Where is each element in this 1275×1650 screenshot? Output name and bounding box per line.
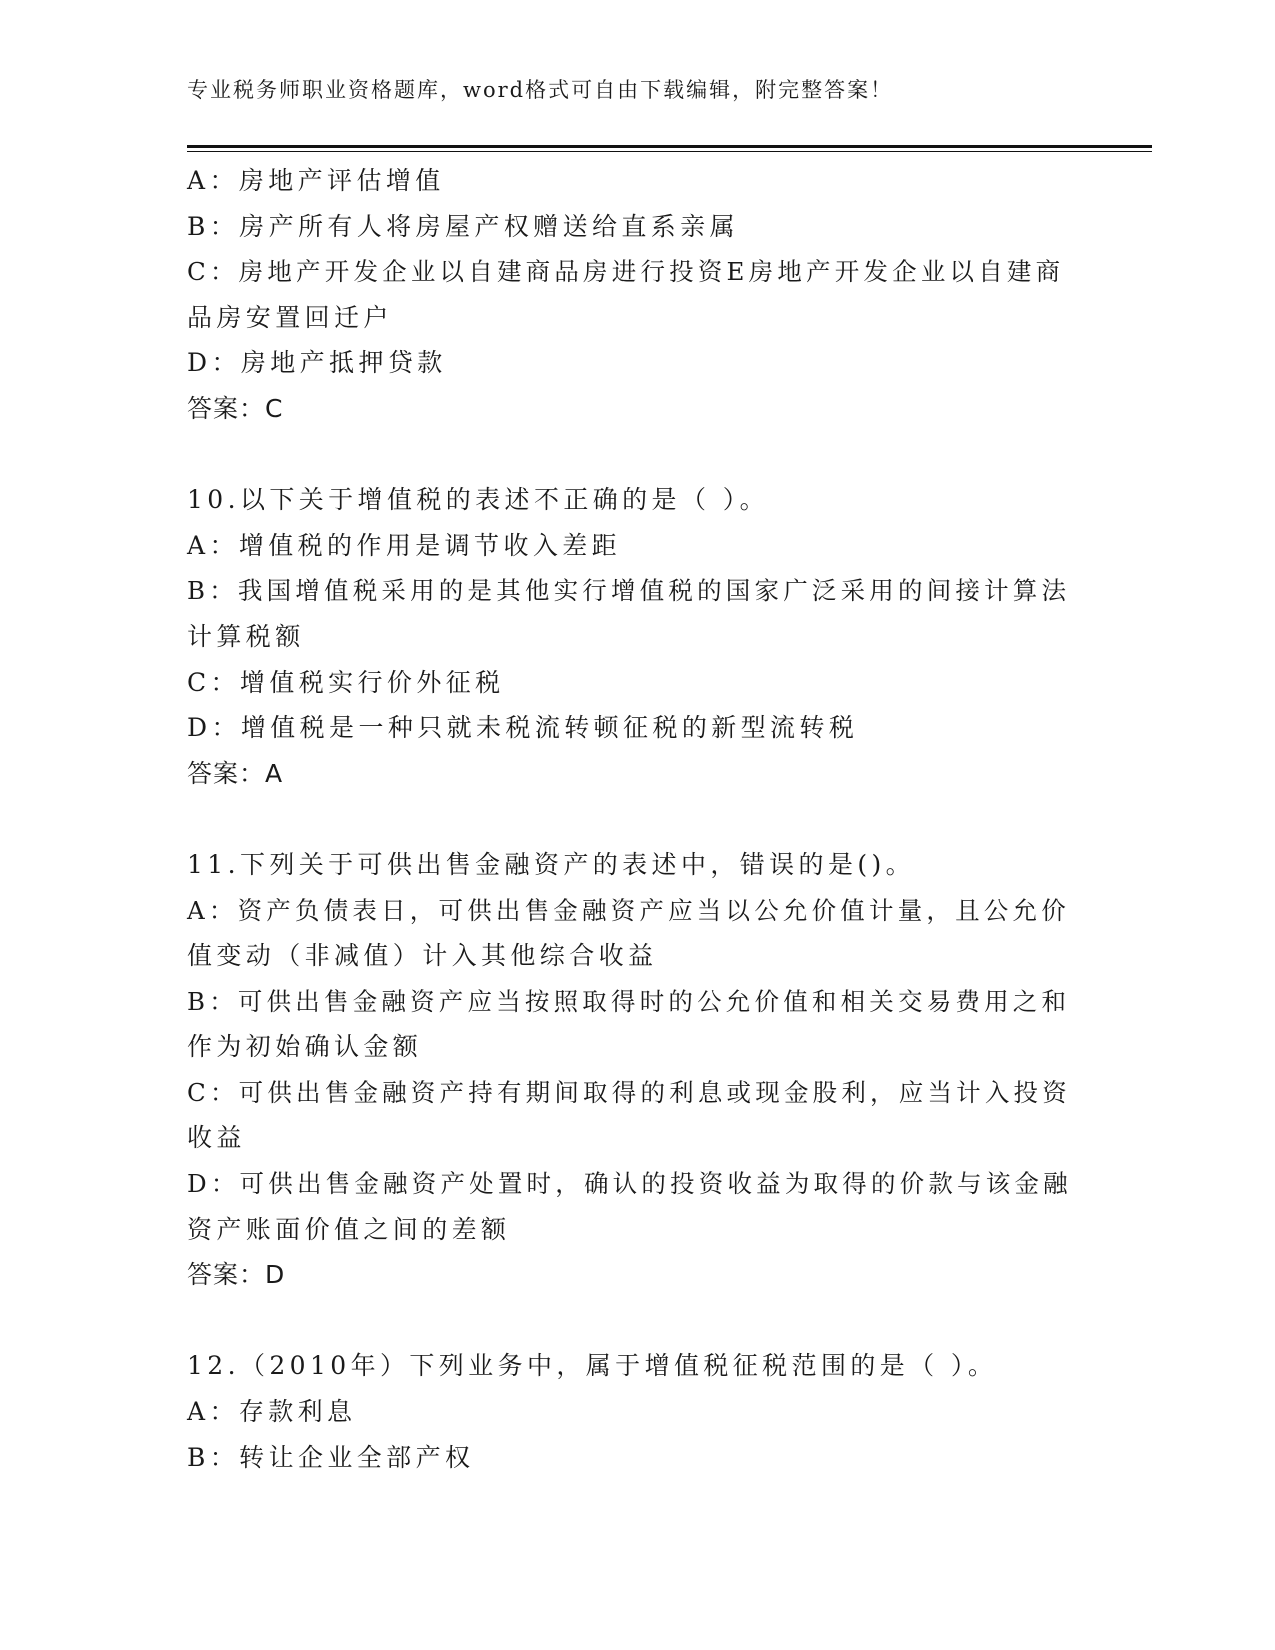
spacer <box>187 432 1077 478</box>
question-block-10 <box>187 477 1077 796</box>
option-c: C：可供出售金融资产持有期间取得的利息或现金股利，应当计入投资 <box>187 1077 1071 1107</box>
option-b: B：转让企业全部产权 <box>187 1442 475 1472</box>
option-a: A：房地产评估增值 <box>187 166 445 195</box>
question-stem: 12.（2010年）下列业务中，属于增值税征税范围的是（ ）。 <box>187 1351 998 1381</box>
answer: 答案：D <box>187 1260 286 1290</box>
option-c-continued: 收益 <box>187 1123 246 1153</box>
header-rule-thin <box>187 151 1152 152</box>
question-content <box>187 158 1077 1480</box>
option-c: C：增值税实行价外征税 <box>187 667 505 697</box>
option-b: B：可供出售金融资产应当按照取得时的公允价值和相关交易费用之和 <box>187 986 1071 1016</box>
option-c-continued: 品房安置回迁户 <box>187 302 393 332</box>
spacer <box>187 1298 1077 1344</box>
option-b: B：房产所有人将房屋产权赠送给直系亲属 <box>187 211 739 241</box>
option-a: A：存款利息 <box>187 1397 357 1427</box>
answer: 答案：C <box>187 393 284 423</box>
option-d: D：房地产抵押贷款 <box>187 348 447 378</box>
option-a-continued: 值变动（非减值）计入其他综合收益 <box>187 941 658 971</box>
option-c: C：房地产开发企业以自建商品房进行投资E房地产开发企业以自建商 <box>187 257 1065 287</box>
option-a: A：资产负债表日，可供出售金融资产应当以公允价值计量，且公允价 <box>187 895 1070 925</box>
option-d-continued: 资产账面价值之间的差额 <box>187 1214 511 1244</box>
answer: 答案：A <box>187 758 284 788</box>
option-b: B：我国增值税采用的是其他实行增值税的国家广泛采用的间接计算法 <box>187 576 1071 606</box>
question-block-9 <box>187 158 1077 432</box>
spacer <box>187 796 1077 842</box>
header-rule-thick <box>187 145 1152 148</box>
question-block-12 <box>187 1343 1077 1480</box>
option-d: D：增值税是一种只就未税流转顿征税的新型流转税 <box>187 713 859 743</box>
page-header: 专业税务师职业资格题库，word格式可自由下载编辑，附完整答案！ <box>187 78 894 102</box>
question-stem: 11.下列关于可供出售金融资产的表述中，错误的是()。 <box>187 849 916 879</box>
option-a: A：增值税的作用是调节收入差距 <box>187 530 622 560</box>
question-block-11 <box>187 842 1077 1298</box>
option-b-continued: 计算税额 <box>187 621 305 651</box>
question-stem: 10.以下关于增值税的表述不正确的是（ ）。 <box>187 485 770 515</box>
option-d: D：可供出售金融资产处置时，确认的投资收益为取得的价款与该金融 <box>187 1169 1072 1199</box>
option-b-continued: 作为初始确认金额 <box>187 1032 423 1062</box>
